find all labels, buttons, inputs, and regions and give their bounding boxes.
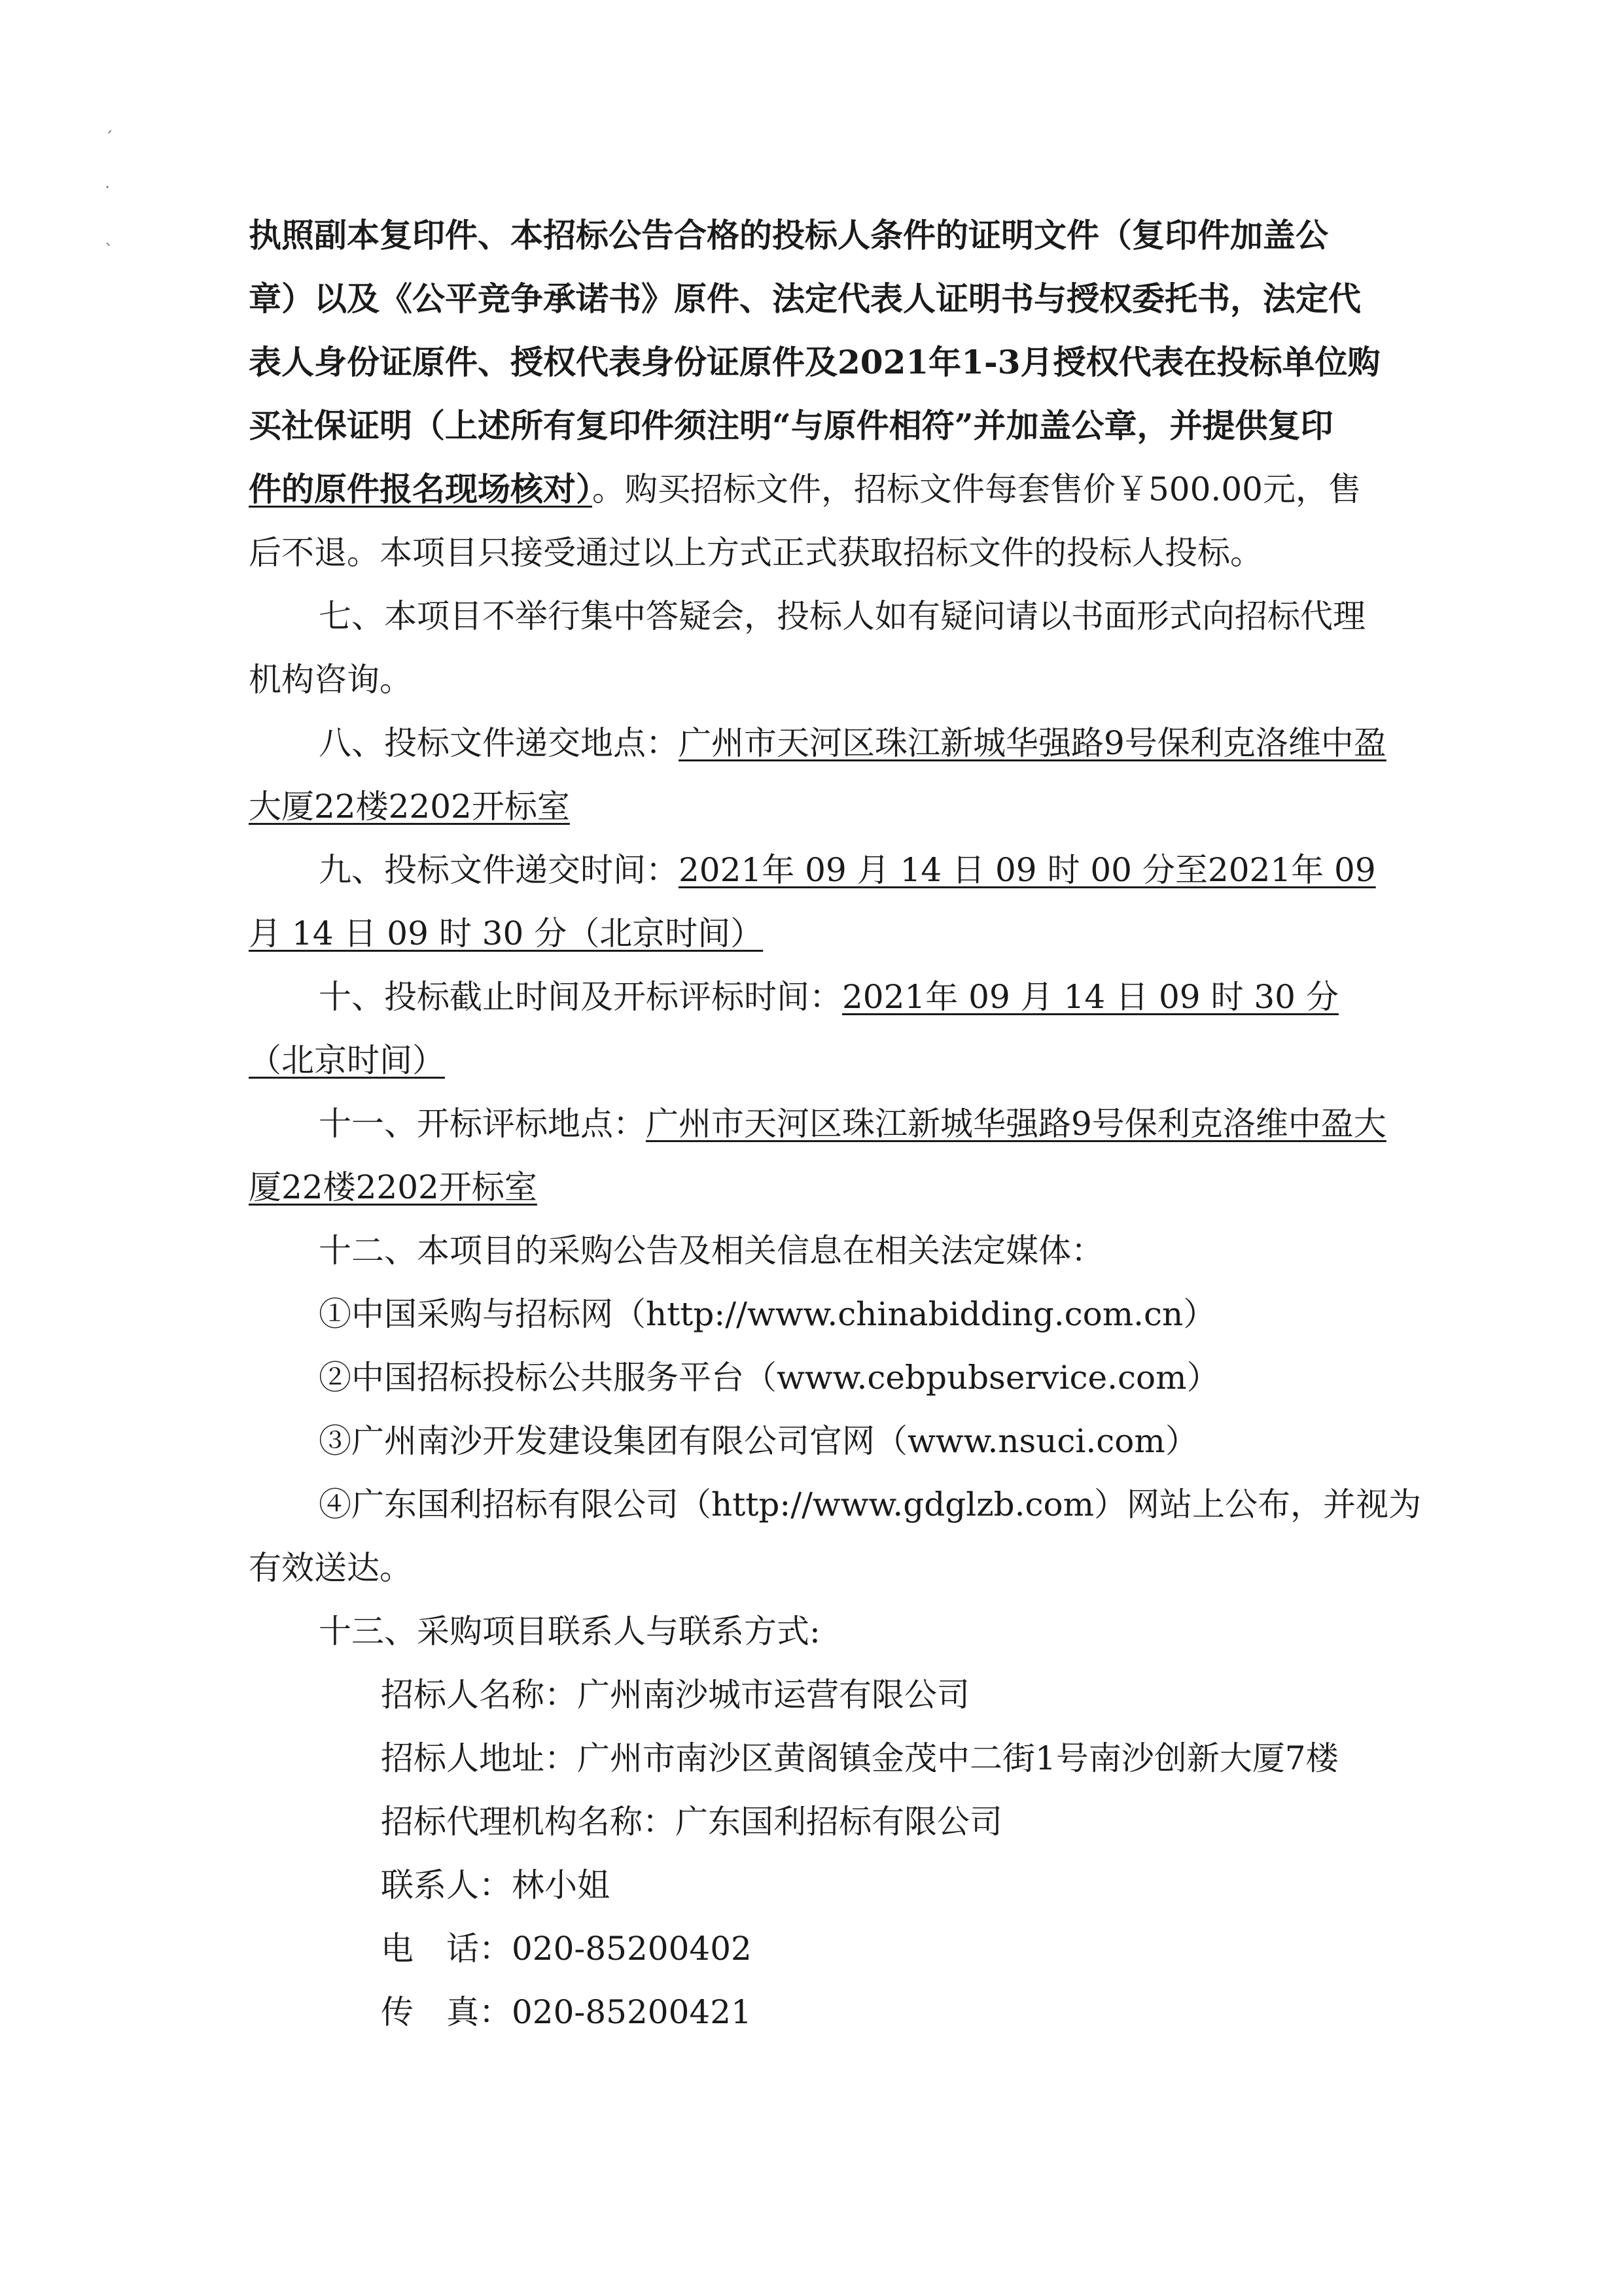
- para11-line2: [249, 1168, 537, 1207]
- para11-label: 十一、开标评标地点：: [319, 1105, 646, 1143]
- para12-item2: ②中国招标投标公共服务平台（www.cebpubservice.com）: [319, 1359, 1220, 1397]
- para12-item1: ①中国采购与招标网（http://www.chinabidding.com.cn）: [319, 1295, 1216, 1333]
- para12-heading: 十二、本项目的采购公告及相关信息在相关法定媒体：: [319, 1232, 1104, 1270]
- tenderer-name: 招标人名称：广州南沙城市运营有限公司: [381, 1676, 970, 1714]
- para9-line2: [249, 914, 763, 953]
- para8-label: 八、投标文件递交地点：: [319, 724, 679, 762]
- para12-item3: ③广州南沙开发建设集团有限公司官网（www.nsuci.com）: [319, 1422, 1198, 1460]
- para6-line5: [249, 470, 1361, 509]
- para9-value-1: 2021年 09 月 14 日 09 时 00 分至2021年 09: [679, 851, 1376, 889]
- para9-line1: [319, 850, 1376, 890]
- para11-value-1: 广州市天河区珠江新城华强路9号保利克洛维中盈大: [646, 1105, 1386, 1143]
- para6-line1: 执照副本复印件、本招标公告合格的投标人条件的证明文件（复印件加盖公: [249, 216, 1328, 254]
- para9-value-2: 月 14 日 09 时 30 分（北京时间）: [249, 914, 764, 952]
- para10-value-1: 2021年 09 月 14 日 09 时 30 分: [842, 978, 1339, 1016]
- scan-marks: ˊ · ˎ: [105, 129, 113, 247]
- para12-item4-line1: ④广东国利招标有限公司（http://www.gdglzb.com）网站上公布，并视为: [319, 1486, 1422, 1523]
- agency-name: 招标代理机构名称：广东国利招标有限公司: [381, 1803, 1002, 1841]
- para10-value-2: （北京时间）: [249, 1041, 445, 1079]
- para10-line1: [319, 977, 1339, 1017]
- contact-person: 联系人：林小姐: [381, 1866, 610, 1904]
- para6-line6: 后不退。本项目只接受通过以上方式正式获取招标文件的投标人投标。: [249, 534, 1263, 572]
- para10-line2: [249, 1041, 445, 1080]
- para13-heading: 十三、采购项目联系人与联系方式:: [319, 1612, 821, 1650]
- para7-line1: 七、本项目不举行集中答疑会，投标人如有疑问请以书面形式向招标代理: [319, 597, 1366, 635]
- contact-fax: 传 真：020-85200421: [381, 1993, 752, 2031]
- tenderer-address: 招标人地址：广州市南沙区黄阁镇金茂中二街1号南沙创新大厦7楼: [381, 1739, 1339, 1777]
- para12-item4-line2: 有效送达。: [249, 1549, 412, 1587]
- para6-line2: 章）以及《公平竞争承诺书》原件、法定代表人证明书与授权委托书，法定代: [249, 279, 1361, 318]
- para6-line4: 买社保证明（上述所有复印件须注明“与原件相符”并加盖公章，并提供复印: [249, 406, 1333, 445]
- para8-line2: [249, 787, 570, 826]
- para7-line2: 机构咨询。: [249, 661, 412, 699]
- para11-value-2: 厦22楼2202开标室: [249, 1168, 537, 1206]
- para9-label: 九、投标文件递交时间：: [319, 851, 679, 889]
- para8-line1: [319, 723, 1386, 763]
- para8-value-1: 广州市天河区珠江新城华强路9号保利克洛维中盈: [679, 724, 1386, 762]
- para8-value-2: 大厦22楼2202开标室: [249, 788, 570, 826]
- para6-line5-bold: 件的原件报名现场核对）: [249, 470, 592, 508]
- para10-label: 十、投标截止时间及开标评标时间：: [319, 978, 842, 1016]
- para6-line3: 表人身份证原件、授权代表身份证原件及2021年1-3月授权代表在投标单位购: [249, 343, 1381, 381]
- para11-line1: [319, 1104, 1386, 1143]
- para6-line5-rest: 。购买招标文件，招标文件每套售价￥500.00元，售: [592, 470, 1361, 508]
- contact-phone: 电 话：020-85200402: [381, 1930, 752, 1968]
